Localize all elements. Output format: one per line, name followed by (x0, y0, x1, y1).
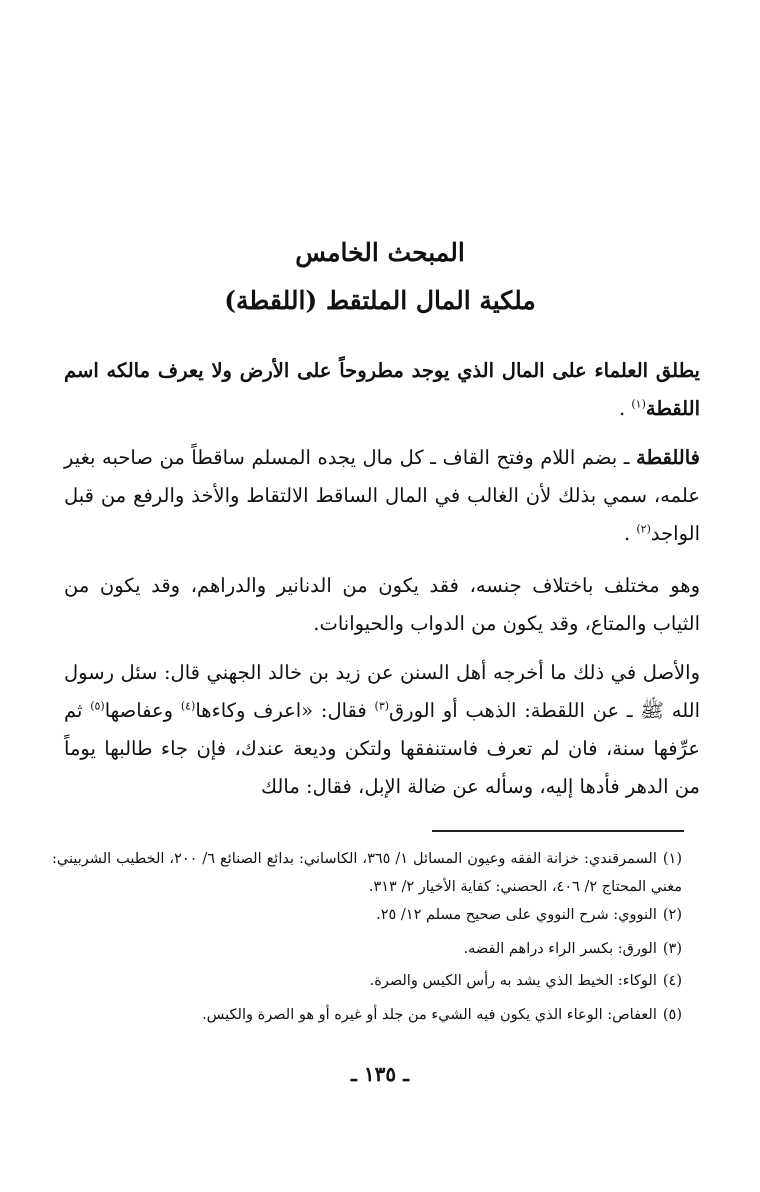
footnote-4 (52, 967, 682, 995)
paragraph-explanation-text: ـ بضم اللام وفتح القاف ـ كل مال يجده المسلم ساقطاً من صاحبه بغير علمه، سمي بذلك لأن الغالب في المال الساقط الالتقاط والأخذ والرفع من قبل الواجد (64, 446, 700, 545)
page-number: ـ ١٣٥ ـ (351, 1062, 409, 1086)
footnote-ref-2[interactable]: (٢) (636, 522, 651, 536)
section-title: المبحث الخامس (295, 238, 465, 267)
paragraph-hadith (64, 654, 700, 806)
footnote-number: (٣) (662, 941, 682, 957)
paragraph-definition-text: يطلق العلماء على المال الذي يوجد مطروحاً على الأرض ولا يعرف مالكه اسم اللقطة (64, 359, 700, 420)
footnote-text: العفاص: الوعاء الذي يكون فيه الشيء من جلد أو غيره أو هو الصرة والكيس. (202, 1007, 657, 1023)
hadith-text-1: والأصل في ذلك ما أخرجه أهل السنن عن زيد بن خالد الجهني قال: سئل رسول الله ﷺ ـ عن اللقطة: الذهب أو الورق (64, 661, 701, 722)
section-subtitle: ملكية المال الملتقط (اللقطة) (224, 286, 536, 315)
footnote-text: الورق: بكسر الراء دراهم الفضه. (463, 941, 657, 957)
paragraph-bold-term: فاللقطة (636, 446, 700, 469)
footnote-ref-5[interactable]: (٥) (90, 699, 105, 713)
footnote-2 (52, 901, 682, 929)
footnote-number: (٤) (662, 973, 682, 989)
paragraph-explanation (64, 439, 700, 553)
footnote-separator (432, 830, 684, 832)
paragraph-end: . (623, 522, 637, 545)
footnote-text: النووي: شرح النووي على صحيح مسلم ١٢/ ٢٥. (376, 907, 657, 923)
footnote-number: (٢) (662, 907, 682, 923)
footnote-ref-4[interactable]: (٤) (180, 699, 196, 713)
hadith-text-4: ثم عرِّفها سنة، فان لم تعرف فاستنفقها ولتكن وديعة عندك، فإن جاء طالبها يوماً من الدهر فأدها إليه، وسأله عن ضالة الإبل، فقال: مالك (64, 699, 700, 798)
footnote-number: (١) (662, 851, 683, 867)
paragraph-end: . (618, 397, 632, 420)
paragraph-definition (64, 352, 700, 428)
footnote-text: السمرقندي: خزانة الفقه وعيون المسائل ١/ ٣٦٥، الكاساني: بدائع الصنائع ٦/ ٢٠٠، الخطيب الشربيني: مغني المحتاج ٢/ ٤٠٦، الحصني: كفاية الأخيار ٢/ ٣١٣. (52, 851, 682, 895)
hadith-text-3: وعفاصها (104, 699, 181, 722)
footnote-1 (52, 845, 682, 901)
footnote-ref-3[interactable]: (٣) (374, 699, 390, 713)
paragraph-types: وهو مختلف باختلاف جنسه، فقد يكون من الدنانير والدراهم، وقد يكون من الثياب والمتاع، وقد يكون من الدواب والحيوانات. (64, 574, 700, 635)
footnote-5 (52, 1001, 682, 1029)
footnote-ref-1[interactable]: (١) (631, 397, 646, 411)
footnote-text: الوكاء: الخيط الذي يشد به رأس الكيس والصرة. (369, 973, 657, 989)
footnote-number: (٥) (662, 1007, 682, 1023)
hadith-text-2: فقال: «اعرف وكاءها (195, 699, 375, 722)
footnote-3 (52, 935, 682, 963)
